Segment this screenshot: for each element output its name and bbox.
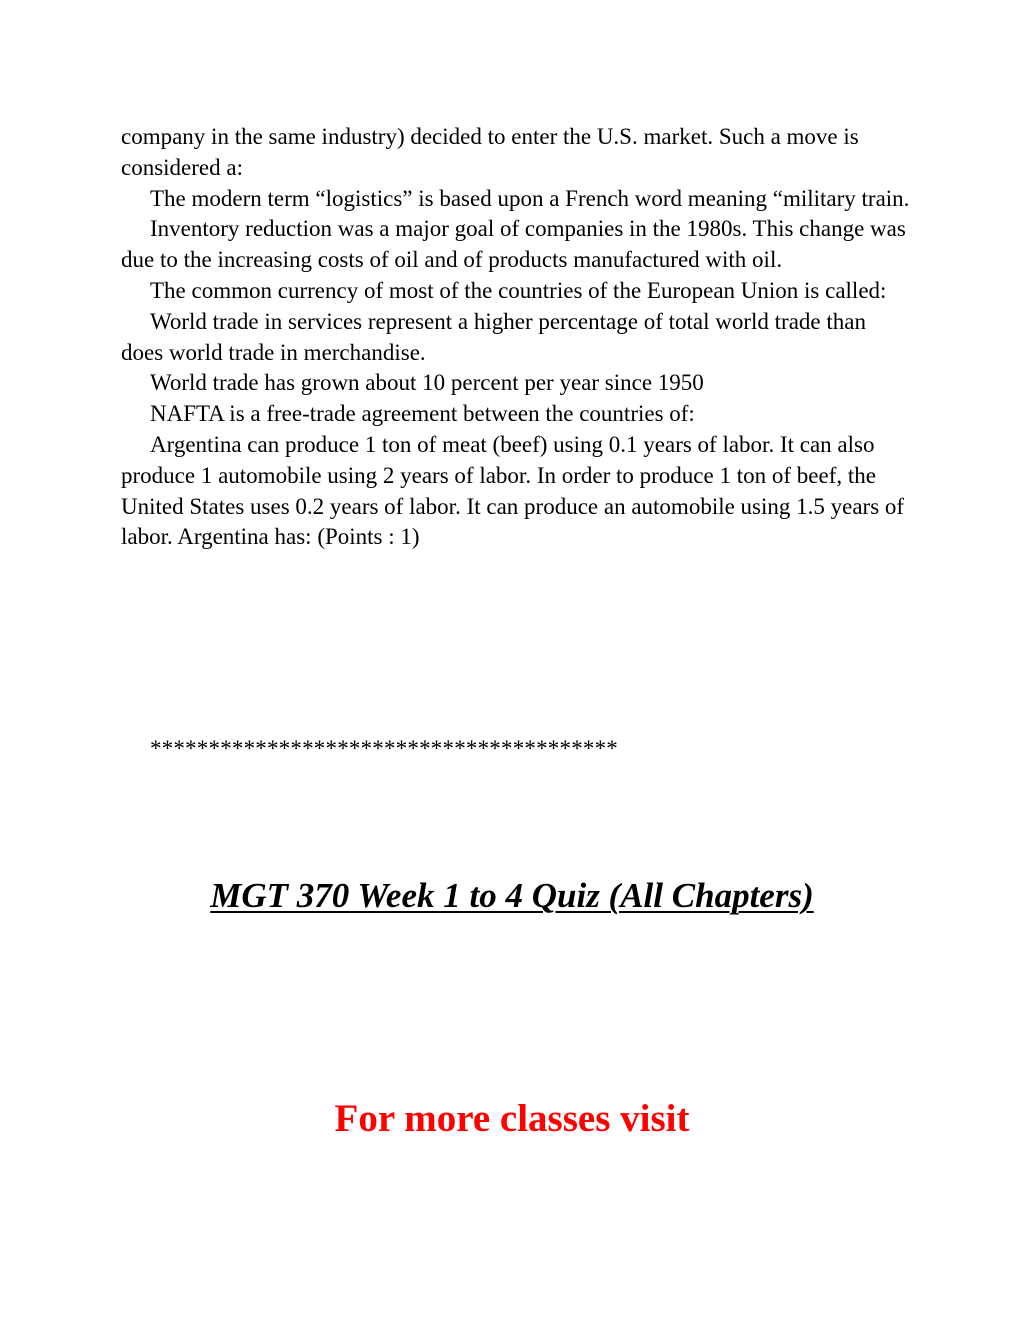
question-paragraph: company in the same industry) decided to enter the U.S. market. Such a move is considered a: — [121, 124, 859, 180]
question-paragraph: World trade has grown about 10 percent per year since 1950 — [150, 370, 704, 396]
question-paragraph: Argentina can produce 1 ton of meat (beef) using 0.1 years of labor. It can also produce 1 automobile using 2 years of labor. In order to produce 1 ton of beef, the United States uses 0.2 years of labor. It can produce an automobile using 1.5 years of labor. Argentina has: (Points : 1) — [121, 431, 905, 550]
question-paragraph: The common currency of most of the countries of the European Union is called: — [150, 277, 887, 303]
question-paragraph: Inventory reduction was a major goal of companies in the 1980s. This change was due to the increasing costs of oil and of products manufactured with oil. — [121, 216, 906, 273]
visit-notice: For more classes visit — [334, 1097, 690, 1140]
question-paragraph: NAFTA is a free-trade agreement between the countries of: — [150, 401, 695, 427]
question-paragraph: The modern term “logistics” is based upon a French word meaning “military train. — [150, 185, 910, 211]
quiz-title-text: MGT 370 Week 1 to 4 Quiz (All Chapters) — [210, 876, 814, 915]
question-text-block — [121, 122, 911, 553]
quiz-title-heading — [0, 874, 1024, 918]
question-paragraph: World trade in services represent a higher percentage of total world trade than does world trade in merchandise. — [121, 308, 866, 365]
asterisk-separator: **************************************** — [150, 736, 618, 761]
